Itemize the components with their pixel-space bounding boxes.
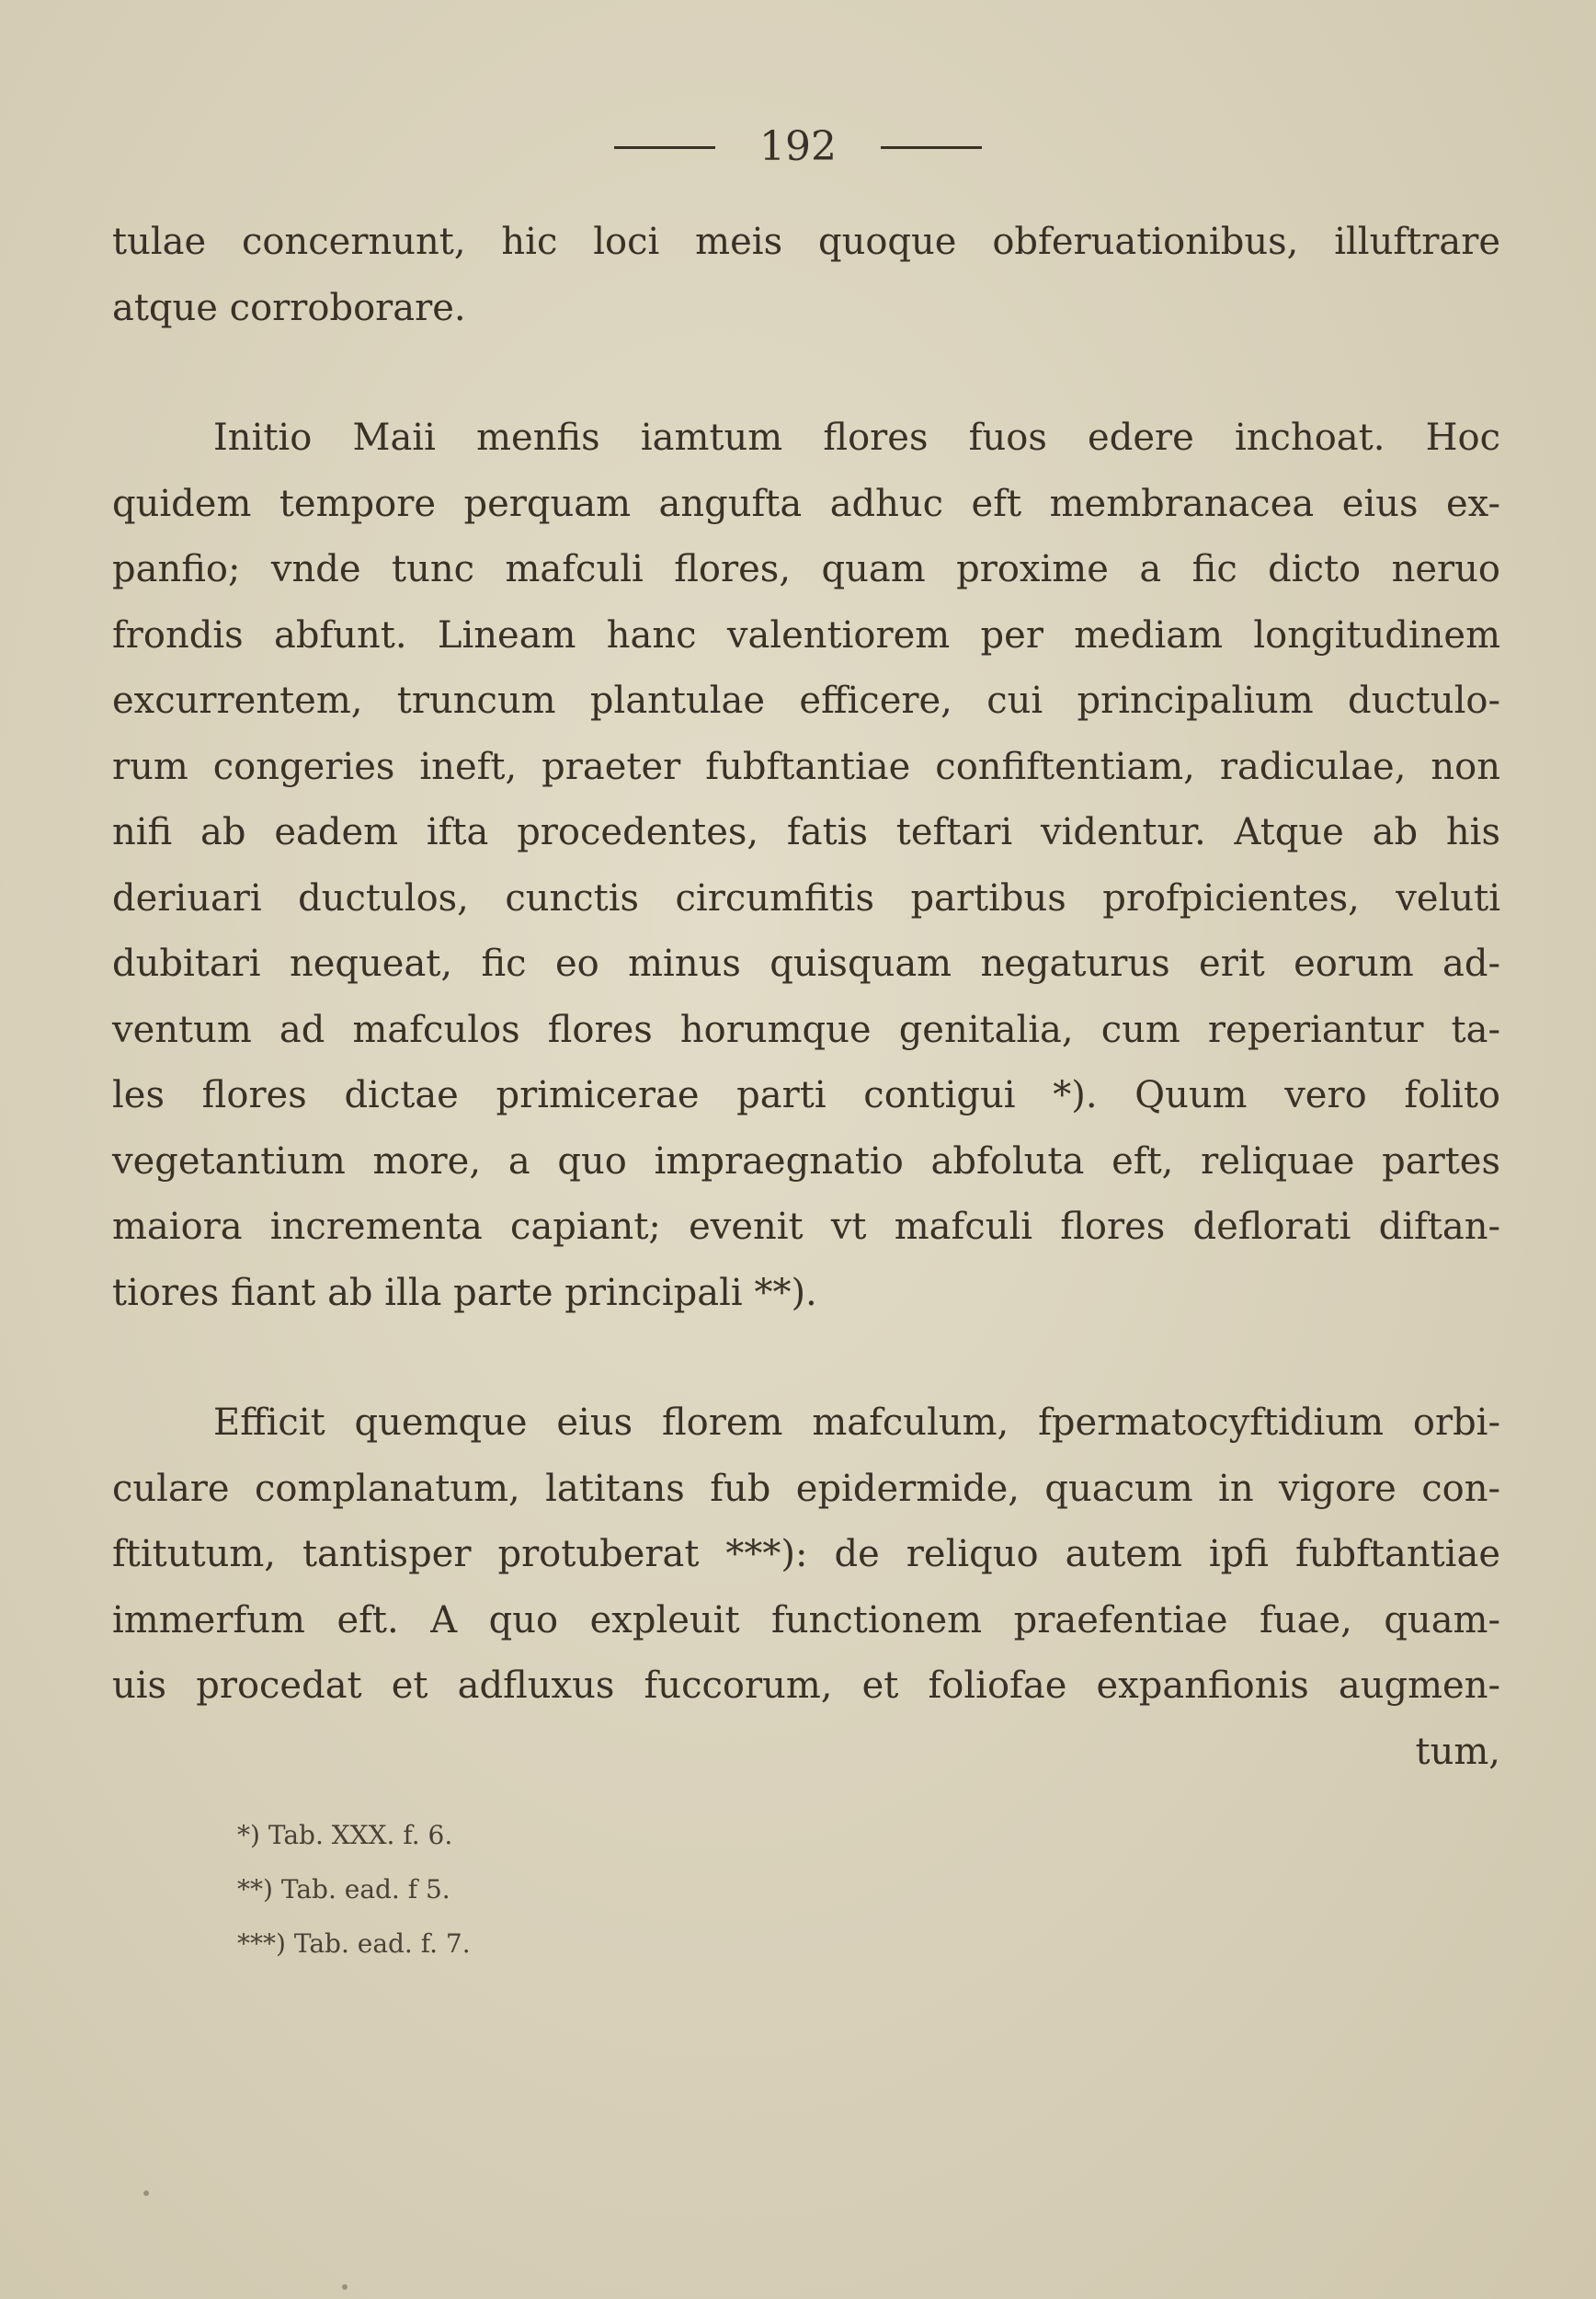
body-text [112, 210, 1500, 1785]
footnote: *) Tab. XXX. f. 6. [237, 1820, 453, 1850]
text-line: Efficit quemque eius florem mafculum, fpermatocyftidium orbi- [213, 1401, 1500, 1444]
text-line: uis procedat et adfluxus fuccorum, et foliofae expanfionis augmen- [112, 1664, 1500, 1707]
text-line: rum congeries ineft, praeter fubftantiae confiftentiam, radiculae, non [112, 745, 1500, 788]
running-head [0, 123, 1596, 170]
text-line: dubitari nequeat, fic eo minus quisquam negaturus erit eorum ad- [112, 943, 1500, 985]
text-line: ventum ad mafculos flores horumque genitalia, cum reperiantur ta- [112, 1008, 1500, 1051]
text-line: panfio; vnde tunc mafculi flores, quam proxime a fic dicto neruo [112, 548, 1500, 590]
text-line: tulae concernunt, hic loci meis quoque obferuationibus, illuftrare [112, 221, 1500, 263]
text-line: frondis abfunt. Lineam hanc valentiorem per mediam longitudinem [112, 613, 1500, 657]
text-line: maiora incrementa capiant; evenit vt mafculi flores deflorati diftan- [112, 1206, 1500, 1248]
text-line: tiores fiant ab illa parte principali **). [112, 1271, 817, 1314]
header-rule-left [614, 146, 715, 149]
catchword: tum, [1415, 1730, 1500, 1773]
text-line: immerfum eft. A quo expleuit functionem praefentiae fuae, quam- [112, 1598, 1500, 1641]
text-line: culare complanatum, latitans fub epidermide, quacum in vigore con- [112, 1467, 1500, 1510]
footnote: **) Tab. ead. f 5. [237, 1874, 450, 1904]
text-line: les flores dictae primicerae parti contigui *). Quum vero folito [112, 1074, 1500, 1116]
ink-speck [342, 2284, 348, 2290]
text-line: vegetantium more, a quo impraegnatio abfoluta eft, reliquae partes [112, 1139, 1500, 1183]
text-line: deriuari ductulos, cunctis circumfitis partibus profpicientes, veluti [112, 876, 1500, 920]
page-number: 192 [759, 123, 837, 170]
ink-speck [143, 2190, 149, 2196]
text-line: quidem tempore perquam angufta adhuc eft membranacea eius ex- [112, 482, 1500, 525]
text-line: nifi ab eadem ifta procedentes, fatis teftari videntur. Atque ab his [112, 811, 1500, 853]
text-line: atque corroborare. [112, 286, 466, 329]
footnotes [237, 1808, 471, 1971]
text-line: Initio Maii menfis iamtum flores fuos edere inchoat. Hoc [213, 417, 1500, 459]
text-line: ftitutum, tantisper protuberat ***): de reliquo autem ipfi fubftantiae [112, 1533, 1500, 1575]
text-line: excurrentem, truncum plantulae efficere, cui principalium ductulo- [112, 680, 1500, 722]
footnote: ***) Tab. ead. f. 7. [237, 1928, 471, 1959]
header-rule-right [881, 146, 982, 149]
